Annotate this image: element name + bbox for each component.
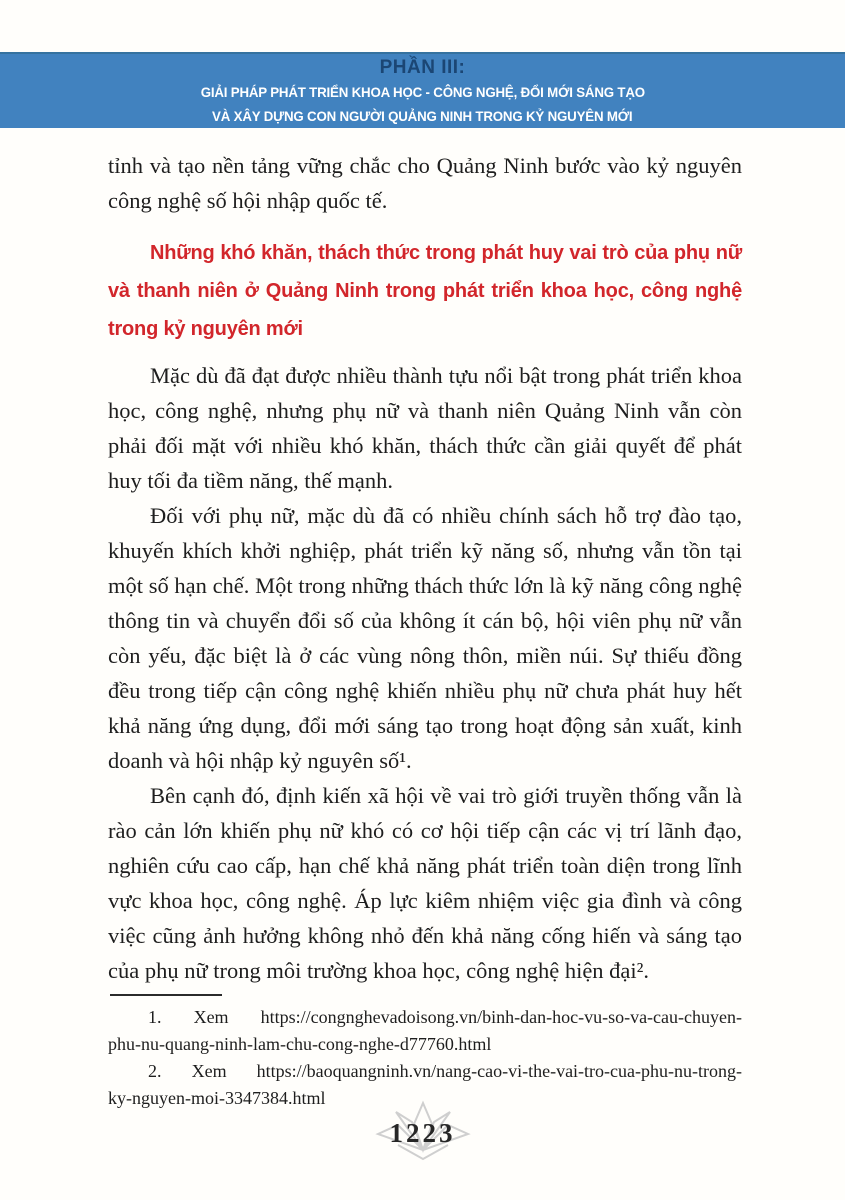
footnote-2-line2: ky-nguyen-moi-3347384.html — [108, 1088, 326, 1108]
red-subheading-line2: và thanh niên ở Quảng Ninh trong phát triển khoa học, công nghệ — [108, 280, 742, 302]
footnote-1-line2: phu-nu-quang-ninh-lam-chu-cong-nghe-d77760.html — [108, 1034, 492, 1054]
part-label: PHẦN III: — [379, 56, 466, 78]
red-subheading-line3: trong kỷ nguyên mới — [108, 318, 303, 340]
footnote-1-line1: 1. Xem https://congnghevadoisong.vn/binh-dan-hoc-vu-so-va-cau-chuyen- — [148, 1007, 742, 1027]
body-paragraph-1: tỉnh và tạo nền tảng vững chắc cho Quảng Ninh bước vào kỷ nguyên công nghệ số hội nhập quốc tế. — [108, 153, 742, 213]
footnote-1 — [108, 1004, 742, 1058]
body-paragraph-3: Đối với phụ nữ, mặc dù đã có nhiều chính sách hỗ trợ đào tạo, khuyến khích khởi nghiệp, phát triển kỹ năng số, nhưng vẫn tồn tại một số hạn chế. Một trong những thách thức lớn là kỹ năng công nghệ thông tin và chuyển đổi số của không ít cán bộ, hội viên phụ nữ vẫn còn yếu, đặc biệt là ở các vùng nông thôn, miền núi. Sự thiếu đồng đều trong tiếp cận công nghệ khiến nhiều phụ nữ chưa phát huy hết khả năng ứng dụng, đổi mới sáng tạo trong hoạt động sản xuất, kinh doanh và hội nhập kỷ nguyên số¹. — [108, 503, 742, 773]
page-number: 1223 — [389, 1118, 456, 1148]
footnote-2-line1: 2. Xem https://baoquangninh.vn/nang-cao-vi-the-vai-tro-cua-phu-nu-trong- — [148, 1061, 742, 1081]
section-subtitle-line2: VÀ XÂY DỰNG CON NGƯỜI QUẢNG NINH TRONG KỶ NGUYÊN MỚI — [212, 107, 633, 124]
section-header-band — [0, 52, 845, 128]
red-subheading-line1: Những khó khăn, thách thức trong phát huy vai trò của phụ nữ — [150, 242, 742, 264]
body-paragraph-4: Bên cạnh đó, định kiến xã hội về vai trò giới truyền thống vẫn là rào cản lớn khiến phụ nữ khó có cơ hội tiếp cận các vị trí lãnh đạo, nghiên cứu cao cấp, hạn chế khả năng phát triển toàn diện trong lĩnh vực khoa học, công nghệ. Áp lực kiêm nhiệm việc gia đình và công việc cũng ảnh hưởng không nhỏ đến khả năng cống hiến và sáng tạo của phụ nữ trong môi trường khoa học, công nghệ hiện đại². — [108, 783, 742, 983]
body-paragraph-2: Mặc dù đã đạt được nhiều thành tựu nổi bật trong phát triển khoa học, công nghệ, nhưng phụ nữ và thanh niên Quảng Ninh vẫn còn phải đối mặt với nhiều khó khăn, thách thức cần giải quyết để phát huy tối đa tiềm năng, thế mạnh. — [108, 363, 742, 493]
page-footer — [0, 1096, 845, 1168]
page-body — [108, 148, 742, 1112]
footnote-separator — [110, 994, 222, 996]
section-subtitle-line1: GIẢI PHÁP PHÁT TRIỂN KHOA HỌC - CÔNG NGHỆ, ĐỔI MỚI SÁNG TẠO — [200, 83, 645, 100]
red-subheading — [108, 234, 742, 348]
